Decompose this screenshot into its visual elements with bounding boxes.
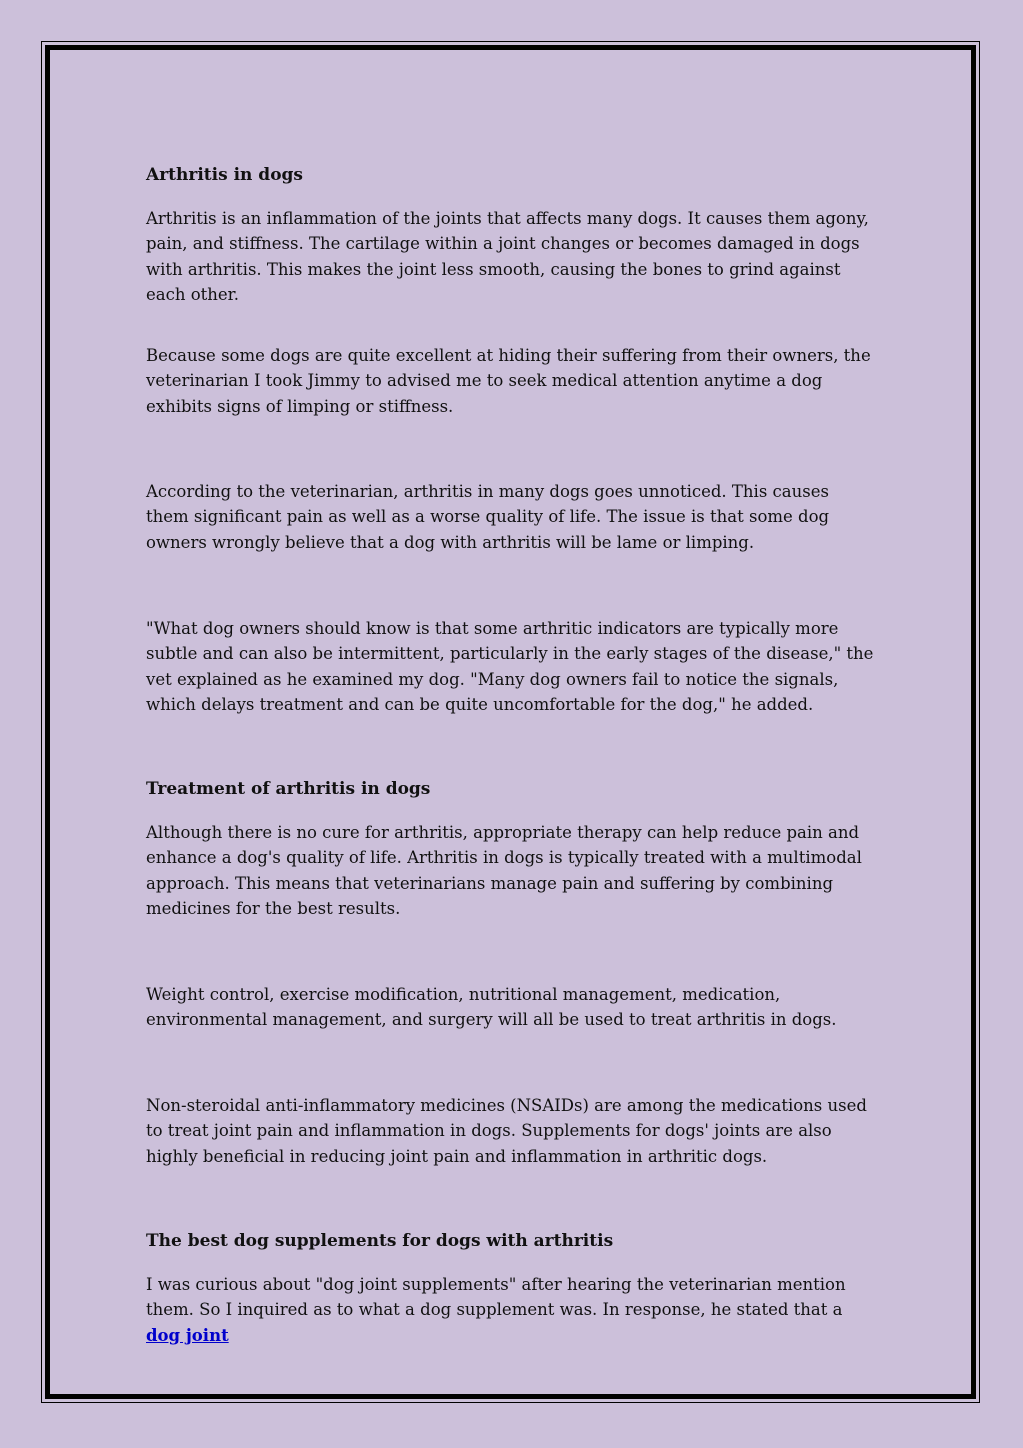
paragraph-7: Non-steroidal anti-inflammatory medicines (NSAIDs) are among the medications used to treat joint pain and inflammation in dogs. Supplements for dogs' joints are also highly beneficial in reducing joint pain and inflammation in arthritic dogs. bbox=[146, 1096, 867, 1166]
dog-joint-link[interactable]: dog joint bbox=[146, 1325, 229, 1345]
paragraph-4: "What dog owners should know is that some arthritic indicators are typically more subtle and can also be intermittent, particularly in the early stages of the disease," the vet explained as he examined my dog. "Many dog owners fail to notice the signals, which delays treatment and can be quite uncomfortable for the dog," he added. bbox=[146, 619, 874, 714]
heading-treatment: Treatment of arthritis in dogs bbox=[146, 779, 431, 799]
paragraph-8 bbox=[146, 1272, 876, 1348]
paragraph-6: Weight control, exercise modification, nutritional management, medication, environmental management, and surgery will all be used to treat arthritis in dogs. bbox=[146, 985, 837, 1030]
paragraph-5: Although there is no cure for arthritis, appropriate therapy can help reduce pain and enhance a dog's quality of life. Arthritis in dogs is typically treated with a multimodal approach. This means that veterinarians manage pain and suffering by combining medicines for the best results. bbox=[146, 823, 862, 918]
paragraph-1: Arthritis is an inflammation of the joints that affects many dogs. It causes them agony, pain, and stiffness. The cartilage within a joint changes or becomes damaged in dogs with arthritis. This makes the joint less smooth, causing the bones to grind against each other. bbox=[146, 209, 869, 304]
paragraph-3: According to the veterinarian, arthritis in many dogs goes unnoticed. This causes them significant pain as well as a worse quality of life. The issue is that some dog owners wrongly believe that a dog with arthritis will be lame or limping. bbox=[146, 482, 830, 552]
paragraph-2: Because some dogs are quite excellent at hiding their suffering from their owners, the veterinarian I took Jimmy to advised me to seek medical attention anytime a dog exhibits signs of limping or stiffness. bbox=[146, 346, 871, 416]
heading-arthritis-in-dogs: Arthritis in dogs bbox=[146, 165, 303, 185]
paragraph-8-text: I was curious about "dog joint supplements" after hearing the veterinarian mention them. So I inquired as to what a dog supplement was. In response, he stated that a bbox=[146, 1275, 846, 1320]
heading-best-supplements: The best dog supplements for dogs with arthritis bbox=[146, 1231, 614, 1251]
